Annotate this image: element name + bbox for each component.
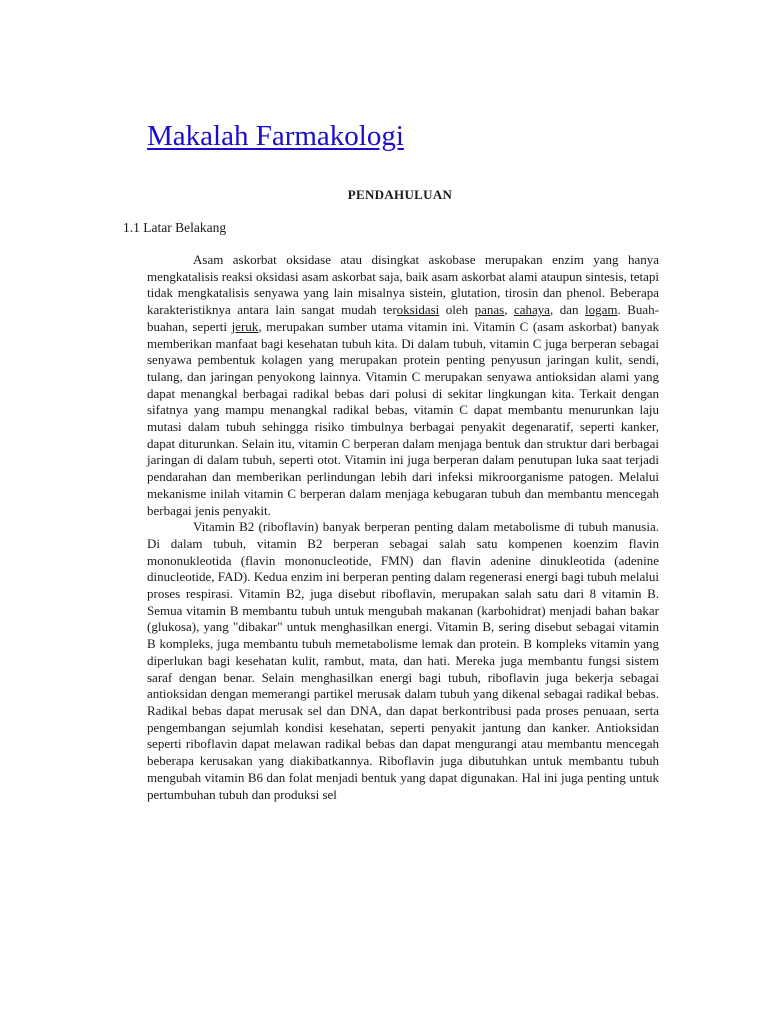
link-jeruk[interactable]: jeruk <box>231 318 259 334</box>
body-text <box>147 252 659 803</box>
paragraph-text: , dan <box>550 302 586 318</box>
link-oksidasi[interactable]: oksidasi <box>396 302 440 318</box>
link-panas[interactable]: panas <box>474 302 505 318</box>
paragraph-text: , merupakan sumber utama vitamin ini. Vitamin C (asam askorbat) banyak memberikan manfaat bagi kesehatan tubuh kita. Di dalam tubuh, vitamin C juga berperan sebagai senyawa pembentuk kolagen yang merupakan protein penting penyusun jaringan kulit, sendi, tulang, dan jaringan penyokong lainnya. Vitamin C merupakan senyawa antioksidan alami yang dapat menangkal berbagai radikal bebas dari polusi di sekitar lingkungan kita. Terkait dengan sifatnya yang mampu menangkal radikal bebas, vitamin C dapat membantu menurunkan laju mutasi dalam tubuh sehingga risiko timbulnya berbagai penyakit degenaratif, seperti kanker, dapat diturunkan. Selain itu, vitamin C berperan dalam menjaga bentuk dan struktur dari berbagai jaringan di dalam tubuh, seperti otot. Vitamin ini juga berperan dalam penutupan luka saat terjadi pendarahan dan memberikan perlindungan lebih dari infeksi mikroorganisme patogen. Melalui mekanisme inilah vitamin C berperan dalam menjaga kebugaran tubuh dan membantu mencegah berbagai jenis penyakit. <box>147 318 659 518</box>
paragraph-text: . Buah-buahan, seperti <box>147 302 660 334</box>
document-title[interactable]: Makalah Farmakologi <box>147 120 404 152</box>
subsection-heading: 1.1 Latar Belakang <box>123 220 227 235</box>
link-cahaya[interactable]: cahaya <box>513 302 551 318</box>
paragraph-text: oleh <box>439 302 475 318</box>
paragraph-vitamin-c <box>147 252 659 519</box>
paragraph-text: Asam askorbat oksidase atau disingkat askobase merupakan enzim yang hanya mengkatalisis reaksi oksidasi asam askorbat saja, baik asam askorbat alami ataupun sintesis, tetapi tidak mengkatalisis senyawa yang lain misalnya sistein, glutation, tirosin dan phenol. Beberapa karakteristiknya antara lain sangat mudah ter <box>147 252 659 318</box>
link-logam[interactable]: logam <box>585 302 618 318</box>
paragraph-text: , <box>504 302 514 318</box>
section-heading: PENDAHULUAN <box>347 187 453 202</box>
paragraph-vitamin-b2: Vitamin B2 (riboflavin) banyak berperan penting dalam metabolisme di tubuh manusia. Di dalam tubuh, vitamin B2 berperan sebagai salah satu kompenen koenzim flavin mononukleotida (flavin mononucleotide, FMN) dan flavin adenine dinukleotida (adenine dinucleotide, FAD). Kedua enzim ini berperan penting dalam regenerasi energi bagi tubuh melalui proses respirasi. Vitamin B2, juga disebut riboflavin, merupakan salah satu dari 8 vitamin B. Semua vitamin B membantu tubuh untuk mengubah makanan (karbohidrat) menjadi bahan bakar (glukosa), yang "dibakar" untuk menghasilkan energi. Vitamin B, sering disebut sebagai vitamin B kompleks, juga membantu tubuh memetabolisme lemak dan protein. B kompleks vitamin yang diperlukan bagi kesehatan kulit, rambut, mata, dan hati. Mereka juga membantu fungsi sistem saraf dengan benar. Selain menghasilkan energi bagi tubuh, riboflavin juga bekerja sebagai antioksidan dengan memerangi partikel merusak dalam tubuh yang dikenal sebagai radikal bebas. Radikal bebas dapat merusak sel dan DNA, dan dapat berkontribusi pada proses penuaan, serta pengembangan sejumlah kondisi kesehatan, seperti penyakit jantung dan kanker. Antioksidan seperti riboflavin dapat melawan radikal bebas dan dapat mengurangi atau membantu mencegah beberapa kerusakan yang diakibatkannya. Riboflavin juga dibutuhkan untuk membantu tubuh mengubah vitamin B6 dan folat menjadi bentuk yang dapat digunakan. Hal ini juga penting untuk pertumbuhan tubuh dan produksi sel <box>147 519 659 802</box>
